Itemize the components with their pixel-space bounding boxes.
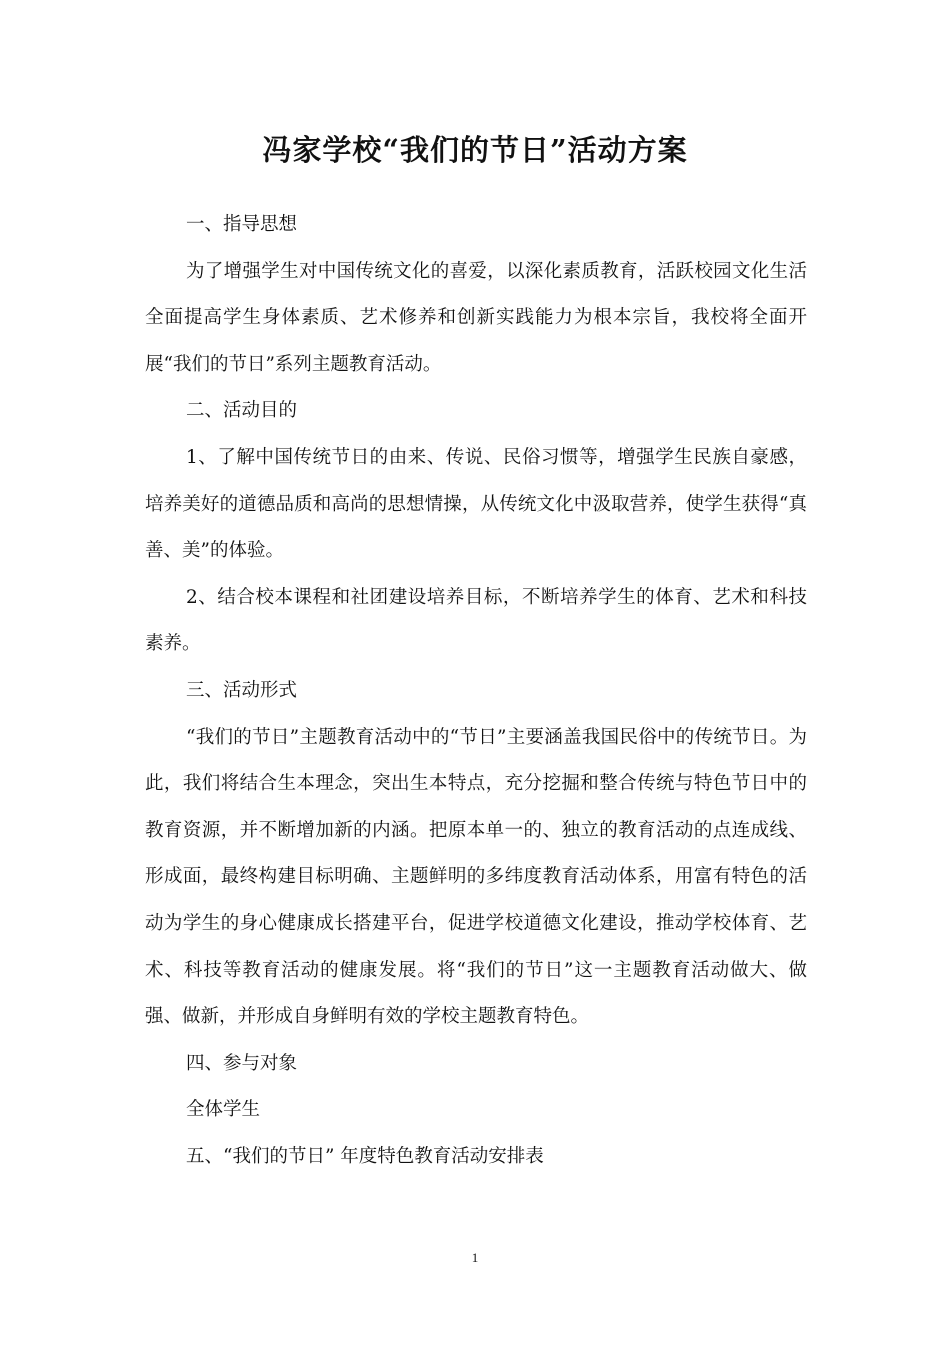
section-heading-participants: 四、参与对象 xyxy=(186,1052,298,1074)
page-number: 1 xyxy=(471,1250,479,1265)
paragraph-participants: 全体学生 xyxy=(186,1099,261,1121)
document-body xyxy=(145,202,807,1180)
paragraph-guiding-thought: 为了增强学生对中国传统文化的喜爱，以深化素质教育，活跃校园文化生活全面提高学生身体素质、艺术修养和创新实践能力为根本宗旨，我校将全面开展“我们的节日”系列主题教育活动。 xyxy=(145,260,807,375)
section-heading-guiding-thought: 一、指导思想 xyxy=(186,214,298,235)
section-heading-activity-form: 三、活动形式 xyxy=(186,679,298,701)
section-heading-activity-purpose: 二、活动目的 xyxy=(186,400,298,422)
paragraph-purpose-item-1: 1、了解中国传统节日的由来、传说、民俗习惯等，增强学生民族自豪感，培养美好的道德品质和高尚的思想情操，从传统文化中汲取营养，使学生获得“真善、美”的体验。 xyxy=(145,446,807,562)
paragraph-purpose-item-2: 2、结合校本课程和社团建设培养目标，不断培养学生的体育、艺术和科技素养。 xyxy=(145,586,807,655)
section-heading-schedule: 五、“我们的节日” 年度特色教育活动安排表 xyxy=(186,1145,544,1167)
document-title: 冯家学校“我们的节日”活动方案 xyxy=(262,133,688,167)
paragraph-activity-form: “我们的节日”主题教育活动中的“节日”主要涵盖我国民俗中的传统节日。为此，我们将结合生本理念，突出生本特点，充分挖掘和整合传统与特色节日中的教育资源，并不断增加新的内涵。把原本单一的、独立的教育活动的点连成线、形成面，最终构建目标明确、主题鲜明的多纬度教育活动体系，用富有特色的活动为学生的身心健康成长搭建平台，促进学校道德文化建设，推动学校体育、艺术、科技等教育活动的健康发展。将“我们的节日”这一主题教育活动做大、做强、做新，并形成自身鲜明有效的学校主题教育特色。 xyxy=(145,726,807,1028)
